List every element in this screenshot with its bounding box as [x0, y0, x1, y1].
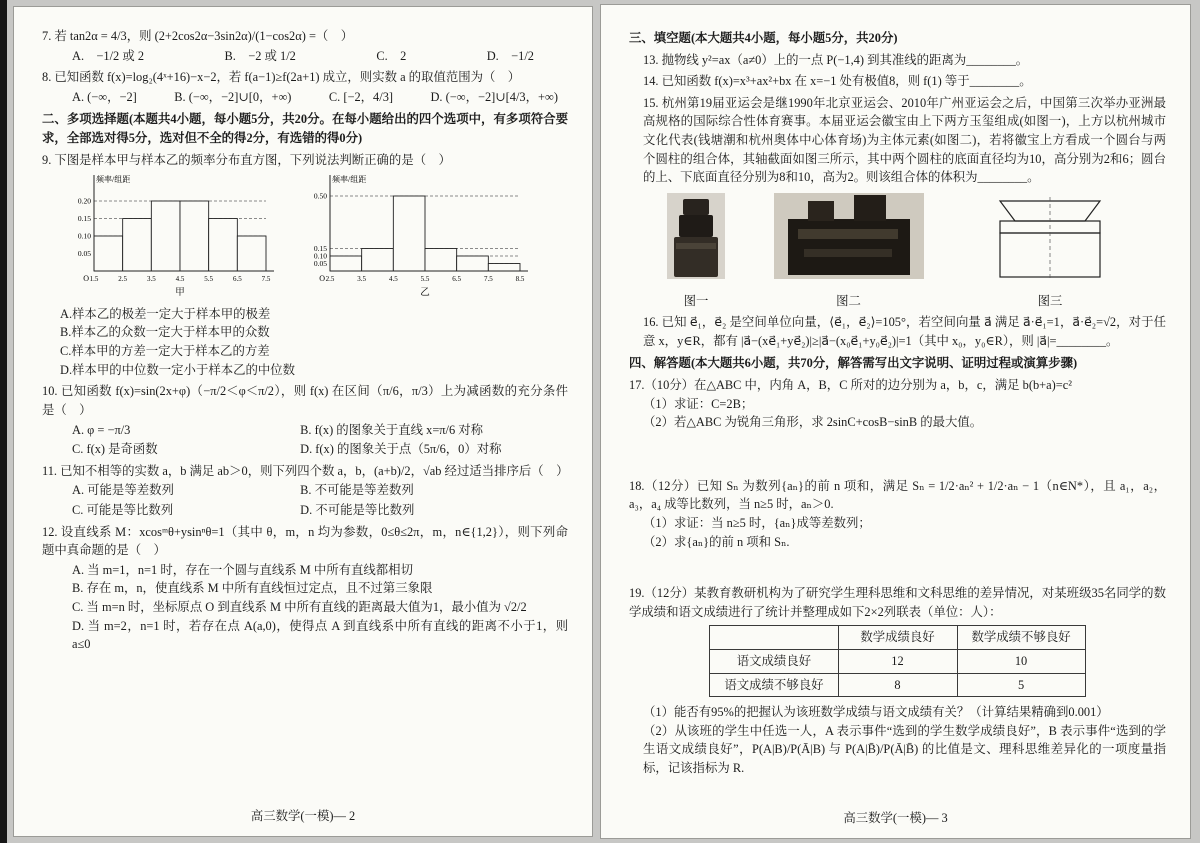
question-17-part-2: （2）若△ABC 为锐角三角形，求 2sinC+cosB−sinB 的最大值。: [643, 415, 983, 430]
seal-photo-1: [659, 193, 733, 285]
svg-text:0.10: 0.10: [77, 231, 91, 241]
question-8-options: [72, 88, 558, 107]
page-3-footer: 高三数学(一模)— 3: [843, 811, 948, 825]
header-math-good: 数学成绩良好: [838, 626, 957, 650]
section-3-header: 三、填空题(本大题共4小题，每小题5分，共20分): [629, 31, 898, 45]
figure-2: [774, 193, 924, 311]
question-10-options: [72, 421, 568, 459]
question-17-stem: 17.（10分）在△ABC 中，内角 A，B，C 所对的边分别为 a，b，c，满足 b(b+a)=c²: [629, 377, 1072, 392]
question-18-stem: 18.（12分）已知 Sₙ 为数列{aₙ}的前 n 项和，满足 Sₙ = 1/2·aₙ² + 1/2·aₙ − 1（n∈N*），且 a₁，a₂，a₃，a₄ 成等比数列，当 n≥5 时，aₙ＞0.: [629, 478, 1166, 512]
question-13: 13. 抛物线 y²=ax（a≠0）上的一点 P(−1,4) 到其准线的距离为________。: [643, 52, 1029, 67]
option-c: C. [−2，4/3]: [328, 89, 394, 104]
option-a: A.样本乙的极差一定大于样本甲的极差: [60, 306, 271, 321]
question-18-part-2: （2）求{aₙ}的前 n 项和 Sₙ.: [643, 534, 790, 549]
question-7-options: [72, 47, 534, 66]
figure-2-caption: 图二: [836, 294, 861, 309]
question-17-part-1: （1）求证：C=2B；: [643, 396, 754, 411]
question-15: 15. 杭州第19届亚运会是继1990年北京亚运会、2010年广州亚运会之后，中国第三次举办亚洲最高规格的国际综合性体育赛事。本届亚运会徽宝由上下两方玉玺组成(如图一)，上方以杭州城市文化代表(钱塘潮和杭州奥体中心体育场)为主体元素(如图二)，若将徽宝上方看成一个圆台与两个圆柱的组合体，其轴截面如图三所示，其中两个圆柱的底面直径均为10，高分别为2和6；圆台的上、下底面直径分别为8和10，高为2。则该组合体的体积为________。: [643, 95, 1166, 185]
scanner-edge-shadow: [0, 0, 7, 843]
svg-text:乙: 乙: [420, 288, 430, 298]
svg-text:2.5: 2.5: [118, 275, 128, 284]
option-a: A. (−∞，−2]: [72, 89, 137, 104]
question-7-stem: 7. 若 tan2α = 4/3，则 (2+2cos2α−3sin2α)/(1−cos2α) =（ ）: [42, 29, 354, 43]
cell-value: 8: [838, 673, 957, 697]
option-c: C. 可能是等比数列: [72, 502, 174, 517]
figure-1: [659, 193, 733, 311]
svg-text:7.5: 7.5: [261, 275, 271, 284]
question-12: [42, 523, 568, 654]
figure-3-caption: 图三: [1037, 294, 1063, 309]
svg-text:3.5: 3.5: [357, 275, 367, 284]
question-19-stem: 19.（12分）某教育教研机构为了研究学生理科思维和文科思维的差异情况，对某班级35名同学的数学成绩和语文成绩进行了统计并整理成如下2×2列联表（单位：人）：: [629, 586, 1166, 619]
question-18: [629, 477, 1166, 551]
option-c: C. 当 m=n 时，坐标原点 O 到直线系 M 中所有直线的距离最大值为1，最小值为 √2/2: [72, 600, 527, 615]
cell-value: 10: [957, 650, 1085, 674]
option-c: C.样本甲的方差一定大于样本乙的方差: [60, 344, 270, 359]
svg-text:3.5: 3.5: [146, 275, 156, 284]
histogram-sample-jia: [58, 171, 276, 303]
contingency-table: [709, 625, 1085, 697]
svg-text:0.50: 0.50: [313, 191, 327, 201]
row-label: 语文成绩不够良好: [710, 673, 838, 697]
svg-text:0.15: 0.15: [77, 214, 91, 224]
question-9: [42, 151, 568, 380]
svg-text:5.5: 5.5: [420, 275, 430, 284]
option-a: A. 可能是等差数列: [72, 483, 174, 498]
row-label: 语文成绩良好: [710, 650, 838, 674]
table-header-row: [710, 626, 1085, 650]
svg-text:频率/组距: 频率/组距: [332, 175, 367, 185]
question-18-part-1: （1）求证：当 n≥5 时，{aₙ}成等差数列；: [643, 515, 871, 530]
option-a: A. −1/2 或 2: [72, 48, 145, 63]
question-11: [42, 462, 568, 520]
option-d: D.样本甲的中位数一定小于样本乙的中位数: [60, 362, 296, 377]
question-10: [42, 382, 568, 458]
page-2-footer: 高三数学(一模)— 2: [250, 809, 356, 823]
option-d: D. −1/2: [486, 48, 534, 63]
option-d: D. 当 m=2，n=1 时，若存在点 A(a,0)，使得点 A 到直线系中所有直线的距离不小于1，则 a≤0: [72, 618, 568, 652]
question-10-stem: 10. 已知函数 f(x)=sin(2x+φ)（−π/2＜φ＜π/2），则 f(x) 在区间（π/6，π/3）上为减函数的充分条件是（ ）: [42, 384, 568, 417]
option-b: B. (−∞，−2]∪[0，+∞): [174, 89, 292, 104]
seal-photo-2: [774, 193, 924, 285]
question-9-stem: 9. 下图是样本甲与样本乙的频率分布直方图，下列说法判断正确的是（ ）: [42, 152, 451, 167]
svg-text:0.10: 0.10: [313, 251, 327, 261]
option-b: B. 不可能是等差数列: [300, 483, 414, 498]
exam-page-3: [600, 4, 1191, 839]
question-19-part-1: （1）能否有95%的把握认为该班数学成绩与语文成绩有关？（计算结果精确到0.001）: [643, 705, 1109, 720]
q15-figures: [659, 193, 1136, 311]
svg-text:1.5: 1.5: [89, 275, 99, 284]
answer-space: [629, 435, 1166, 477]
svg-text:2.5: 2.5: [325, 275, 335, 284]
option-d: D. 不可能是等比数列: [300, 502, 415, 517]
q9-histograms: [58, 171, 568, 303]
cell-value: 5: [957, 673, 1085, 697]
svg-text:7.5: 7.5: [483, 275, 493, 284]
svg-text:0.05: 0.05: [313, 259, 327, 269]
option-c: C. 2: [376, 48, 407, 63]
svg-text:频率/组距: 频率/组距: [96, 175, 131, 185]
svg-text:6.5: 6.5: [452, 275, 462, 284]
svg-text:8.5: 8.5: [515, 275, 525, 284]
svg-text:O: O: [83, 274, 89, 284]
question-8-stem: 8. 已知函数 f(x)=log₂(4ˣ+16)−x−2，若 f(a−1)≥f(2a+1) 成立，则实数 a 的取值范围为（ ）: [42, 70, 521, 85]
option-a: A. 当 m=1，n=1 时，存在一个圆与直线系 M 中所有直线都相切: [72, 562, 413, 577]
svg-text:0.05: 0.05: [77, 249, 91, 259]
svg-text:O: O: [319, 274, 325, 284]
option-b: B.样本乙的众数一定大于样本甲的众数: [60, 325, 270, 340]
header-math-notgood: 数学成绩不够良好: [957, 626, 1085, 650]
question-19-part-2: （2）从该班的学生中任选一人，A 表示事件“选到的学生数学成绩良好”，B 表示事件“选到的学生语文成绩良好”，P(A|B)/P(Ā|B) 与 P(A|B̄)/P(Ā|B̄) 的比值是文、理科思维差异化的一项度量指标，记该指标为 R.: [643, 723, 1166, 776]
svg-text:4.5: 4.5: [175, 275, 185, 284]
question-12-stem: 12. 设直线系 M：xcosᵐθ+ysinⁿθ=1（其中 θ，m，n 均为参数，0≤θ≤2π，m，n∈{1,2}），则下列命题中真命题的是（ ）: [42, 524, 568, 558]
exam-page-2: [13, 6, 593, 837]
question-17: [629, 376, 1166, 432]
figure-3: [964, 193, 1136, 311]
table-row: [710, 673, 1085, 697]
header-blank: [710, 626, 838, 650]
question-16: 16. 已知 e⃗₁，e⃗₂ 是空间单位向量，⟨e⃗₁，e⃗₂⟩=105°，若空间向量 a⃗ 满足 a⃗·e⃗₁=1，a⃗·e⃗₂=√2，对于任意 x，y∈R，都有 |a⃗−(xe⃗₁+ye⃗₂)|≥|a⃗−(x₀e⃗₁+y₀e⃗₂)|=1（其中 x₀，y₀∈R），则 |a⃗|=________。: [643, 315, 1166, 348]
question-11-options: [72, 481, 568, 519]
option-d: D. f(x) 的图象关于点（5π/6，0）对称: [300, 442, 502, 457]
question-7: [42, 27, 568, 65]
option-a: A. φ = −π/3: [72, 422, 131, 437]
svg-text:5.5: 5.5: [204, 275, 214, 284]
section-2-header: 二、多项选择题(本题共4小题，每小题5分，共20分。在每小题给出的四个选项中，有多项符合要求，全部选对得5分，选对但不全的得2分，有选错的得0分): [42, 112, 568, 146]
option-c: C. f(x) 是奇函数: [72, 442, 158, 457]
cross-section-diagram: [964, 193, 1136, 285]
svg-text:0.20: 0.20: [77, 196, 91, 206]
option-b: B. 存在 m，n，使直线系 M 中所有直线恒过定点，且不过第三象限: [72, 581, 433, 596]
option-b: B. −2 或 1/2: [224, 48, 296, 63]
svg-text:0.15: 0.15: [313, 244, 327, 254]
cell-value: 12: [838, 650, 957, 674]
option-b: B. f(x) 的图象关于直线 x=π/6 对称: [300, 422, 484, 437]
section-4-header: 四、解答题(本大题共6小题，共70分，解答需写出文字说明、证明过程或演算步骤): [629, 356, 1078, 371]
svg-text:6.5: 6.5: [232, 275, 242, 284]
answer-space: [629, 554, 1166, 584]
question-8: [42, 68, 568, 106]
question-11-stem: 11. 已知不相等的实数 a，b 满足 ab＞0，则下列四个数 a，b，(a+b)/2，√ab 经过适当排序后（ ）: [42, 463, 569, 478]
figure-1-caption: 图一: [683, 294, 709, 309]
histogram-sample-yi: [294, 171, 530, 303]
question-19: [629, 584, 1166, 777]
table-row: [710, 650, 1085, 674]
svg-text:4.5: 4.5: [388, 275, 398, 284]
question-14: 14. 已知函数 f(x)=x³+ax²+bx 在 x=−1 处有极值8，则 f(1) 等于________。: [643, 74, 1032, 89]
svg-text:甲: 甲: [175, 288, 185, 298]
option-d: D. (−∞，−2]∪[4/3，+∞): [430, 89, 558, 104]
